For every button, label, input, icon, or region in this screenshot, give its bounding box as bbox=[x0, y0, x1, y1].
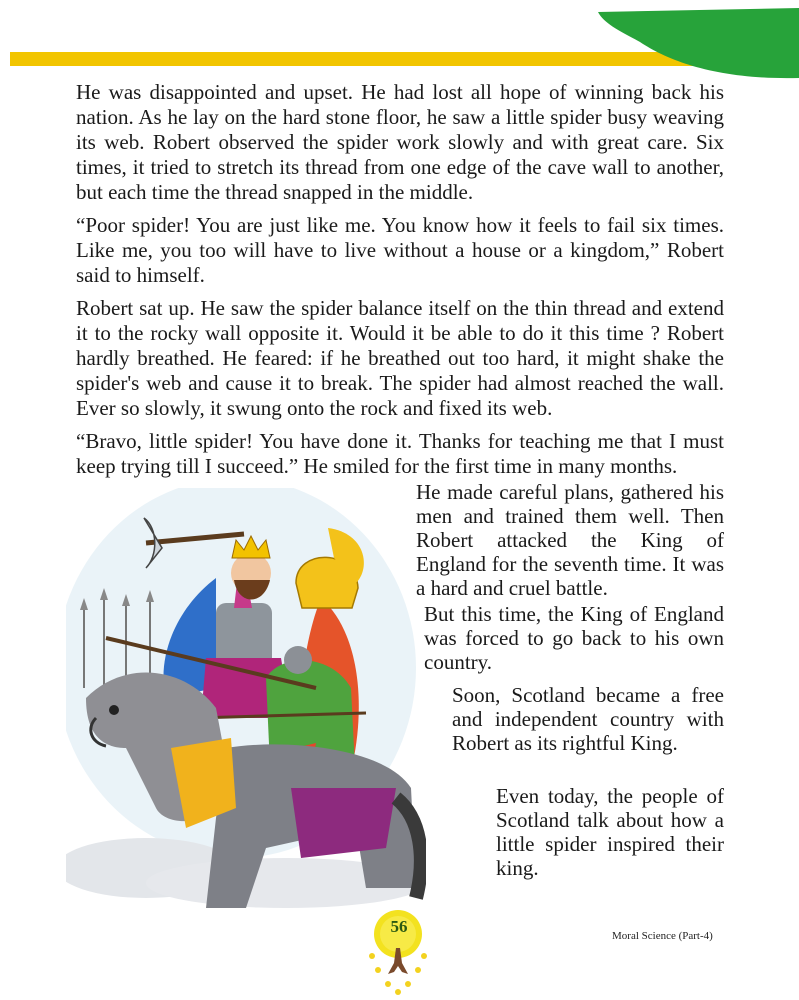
header-band bbox=[0, 0, 799, 80]
battle-illustration bbox=[66, 488, 426, 908]
side-paragraph-3: Soon, Scotland became a free and independent country with Robert as its rightful King. bbox=[452, 683, 724, 755]
book-title: Moral Science (Part-4) bbox=[612, 930, 713, 942]
paragraph-4: “Bravo, little spider! You have done it. Thanks for teaching me that I must keep trying till I succeed.” He smiled for the first time in many months. bbox=[76, 429, 724, 478]
paragraph-2: “Poor spider! You are just like me. You know how it feels to fail six times. Like me, you too will have to live without a house or a kingdom,” Robert said to himself. bbox=[76, 213, 724, 287]
story-text bbox=[76, 80, 724, 487]
paragraph-1: He was disappointed and upset. He had lost all hope of winning back his nation. As he lay on the hard stone floor, he saw a little spider busy weaving its web. Robert observed the spider work slowly and with great care. Six times, it tried to stretch its thread from one edge of the cave wall to another, but each time the thread snapped in the middle. bbox=[76, 80, 724, 204]
paragraph-3: Robert sat up. He saw the spider balance itself on the thin thread and extend it to the rocky wall opposite it. Would it be able to do it this time ? Robert hardly breathed. He feared: if he breathed out too hard, it might shake the spider's web and cause it to break. The spider had almost reached the wall. Ever so slowly, it swung onto the rock and fixed its web. bbox=[76, 296, 724, 420]
side-paragraph-4: Even today, the people of Scotland talk about how a little spider inspired their king. bbox=[496, 784, 724, 880]
green-corner-shape bbox=[598, 8, 799, 78]
side-paragraph-2: But this time, the King of England was forced to go back to his own country. bbox=[424, 602, 724, 674]
side-paragraph-1: He made careful plans, gathered his men and trained them well. Then Robert attacked the King of England for the seventh time. It was a hard and cruel battle. bbox=[416, 480, 724, 600]
page-number: 56 bbox=[390, 917, 408, 936]
